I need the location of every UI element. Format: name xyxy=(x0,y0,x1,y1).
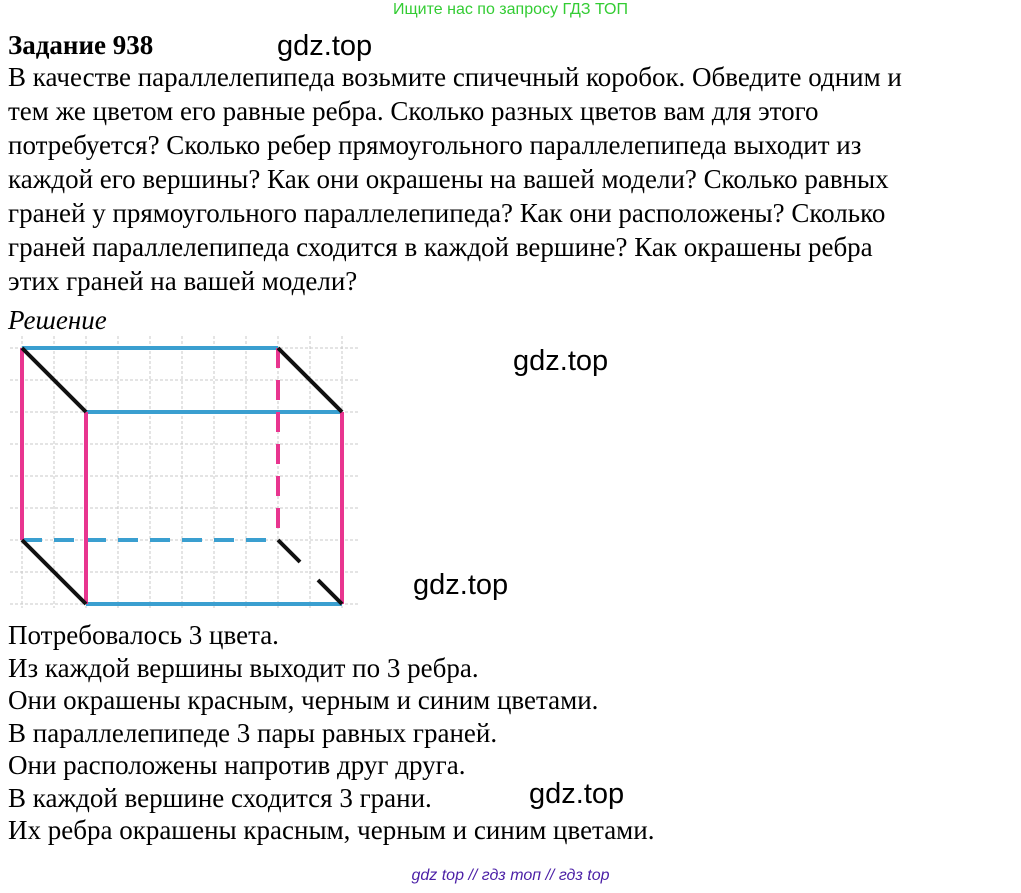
task-line: граней параллелепипеда сходится в каждой вершине? Как окрашены ребра xyxy=(8,232,873,262)
answer-line: В параллелепипеде 3 пары равных граней. xyxy=(8,717,498,748)
watermark: gdz.top xyxy=(413,569,509,601)
task-line: В качестве параллелепипеда возьмите спичечный коробок. Обведите одним и xyxy=(8,62,902,92)
footer-banner[interactable]: gdz top // гдз топ // гдз top xyxy=(411,867,610,884)
top-banner[interactable]: Ищите нас по запросу ГДЗ ТОП xyxy=(393,1,628,18)
watermark: gdz.top xyxy=(529,778,625,810)
answer-line: Они окрашены красным, черным и синим цветами. xyxy=(8,685,599,715)
task-line: потребуется? Сколько ребер прямоугольного параллелепипеда выходит из xyxy=(8,130,862,160)
answer-line: В каждой вершине сходится 3 грани. xyxy=(8,782,432,813)
task-title: Задание 938 xyxy=(8,30,154,60)
answer-line: Из каждой вершины выходит по 3 ребра. xyxy=(8,652,479,683)
task-text xyxy=(8,60,1018,298)
task-line: граней у прямоугольного параллелепипеда? Как они расположены? Сколько xyxy=(8,198,886,228)
edge-black-bottom-right-hidden-b xyxy=(318,580,342,604)
watermark: gdz.top xyxy=(513,345,609,377)
solution-label: Решение xyxy=(8,305,107,335)
answer-line: Потребовалось 3 цвета. xyxy=(8,620,279,650)
answers-block xyxy=(8,619,654,847)
task-line: каждой его вершины? Как они окрашены на вашей модели? Сколько равных xyxy=(8,164,889,194)
watermark: gdz.top xyxy=(277,30,373,62)
task-line: тем же цветом его равные ребра. Сколько разных цветов вам для этого xyxy=(8,96,819,126)
answer-line: Их ребра окрашены красным, черным и синим цветами. xyxy=(8,815,655,845)
answer-line: Они расположены напротив друг друга. xyxy=(8,750,466,780)
edge-black-bottom-right-hidden-a xyxy=(278,540,300,562)
task-line: этих граней на вашей модели? xyxy=(8,266,358,296)
parallelepiped-figure xyxy=(10,336,365,611)
